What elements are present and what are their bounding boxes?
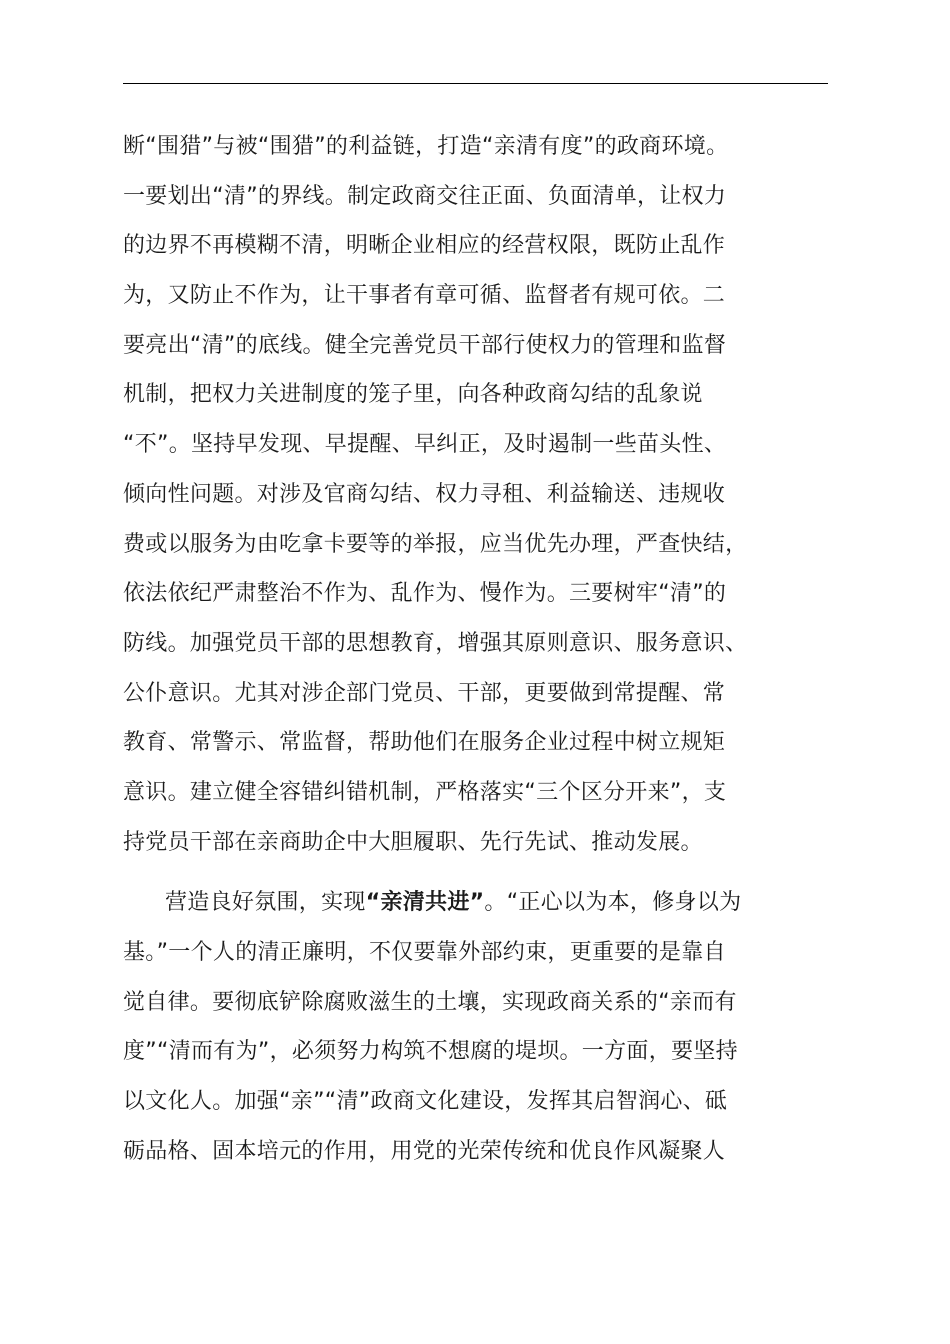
text-line: 教育、常警示、常监督，帮助他们在服务企业过程中树立规矩 xyxy=(123,730,726,756)
text-line: 防线。加强党员干部的思想教育，增强其原则意识、服务意识、 xyxy=(123,630,748,656)
text-line: 一要划出“清”的界线。制定政商交往正面、负面清单，让权力 xyxy=(123,183,727,209)
header-rule xyxy=(123,83,828,84)
emphasis-phrase: “亲清共进” xyxy=(365,890,485,916)
text-line: 要亮出“清”的底线。健全完善党员干部行使权力的管理和监督 xyxy=(123,332,727,358)
text-line: 觉自律。要彻底铲除腐败滋生的土壤，实现政商关系的“亲而有 xyxy=(123,989,737,1015)
text-line: 费或以服务为由吃拿卡要等的举报，应当优先办理，严查快结， xyxy=(123,531,748,557)
text-line: “不”。坚持早发现、早提醒、早纠正，及时遏制一些苗头性、 xyxy=(123,432,727,458)
text-span: 。“正心以为本，修身以为 xyxy=(484,890,742,916)
paragraph-1 xyxy=(123,122,843,867)
text-line: 砺品格、固本培元的作用，用党的光荣传统和优良作风凝聚人 xyxy=(123,1138,726,1164)
text-line: 度”“清而有为”，必须努力构筑不想腐的堤坝。一方面，要坚持 xyxy=(123,1039,738,1065)
text-line: 为，又防止不作为，让干事者有章可循、监督者有规可依。二 xyxy=(123,283,726,309)
text-line: 倾向性问题。对涉及官商勾结、权力寻租、利益输送、违规收 xyxy=(123,481,726,507)
text-line: 意识。建立健全容错纠错机制，严格落实“三个区分开来”，支 xyxy=(123,779,727,805)
text-span: 营造良好氛围，实现 xyxy=(165,890,366,916)
text-line: 公仆意识。尤其对涉企部门党员、干部，更要做到常提醒、常 xyxy=(123,680,726,706)
text-line: 断“围猎”与被“围猎”的利益链，打造“亲清有度”的政商环境。 xyxy=(123,134,729,159)
document-body xyxy=(123,122,843,1176)
text-line: 依法依纪严肃整治不作为、乱作为、慢作为。三要树牢“清”的 xyxy=(123,581,727,607)
text-line: 以文化人。加强“亲”“清”政商文化建设，发挥其启智润心、砥 xyxy=(123,1089,728,1115)
text-line: 的边界不再模糊不清，明晰企业相应的经营权限，既防止乱作 xyxy=(123,233,726,259)
text-line: 机制，把权力关进制度的笼子里，向各种政商勾结的乱象说 xyxy=(123,382,703,408)
paragraph-2 xyxy=(123,878,843,1176)
text-line: 基。”一个人的清正廉明，不仅要靠外部约束，更重要的是靠自 xyxy=(123,940,726,965)
paragraph-2-first-line xyxy=(123,878,843,928)
text-line: 持党员干部在亲商助企中大胆履职、先行先试、推动发展。 xyxy=(123,829,703,855)
